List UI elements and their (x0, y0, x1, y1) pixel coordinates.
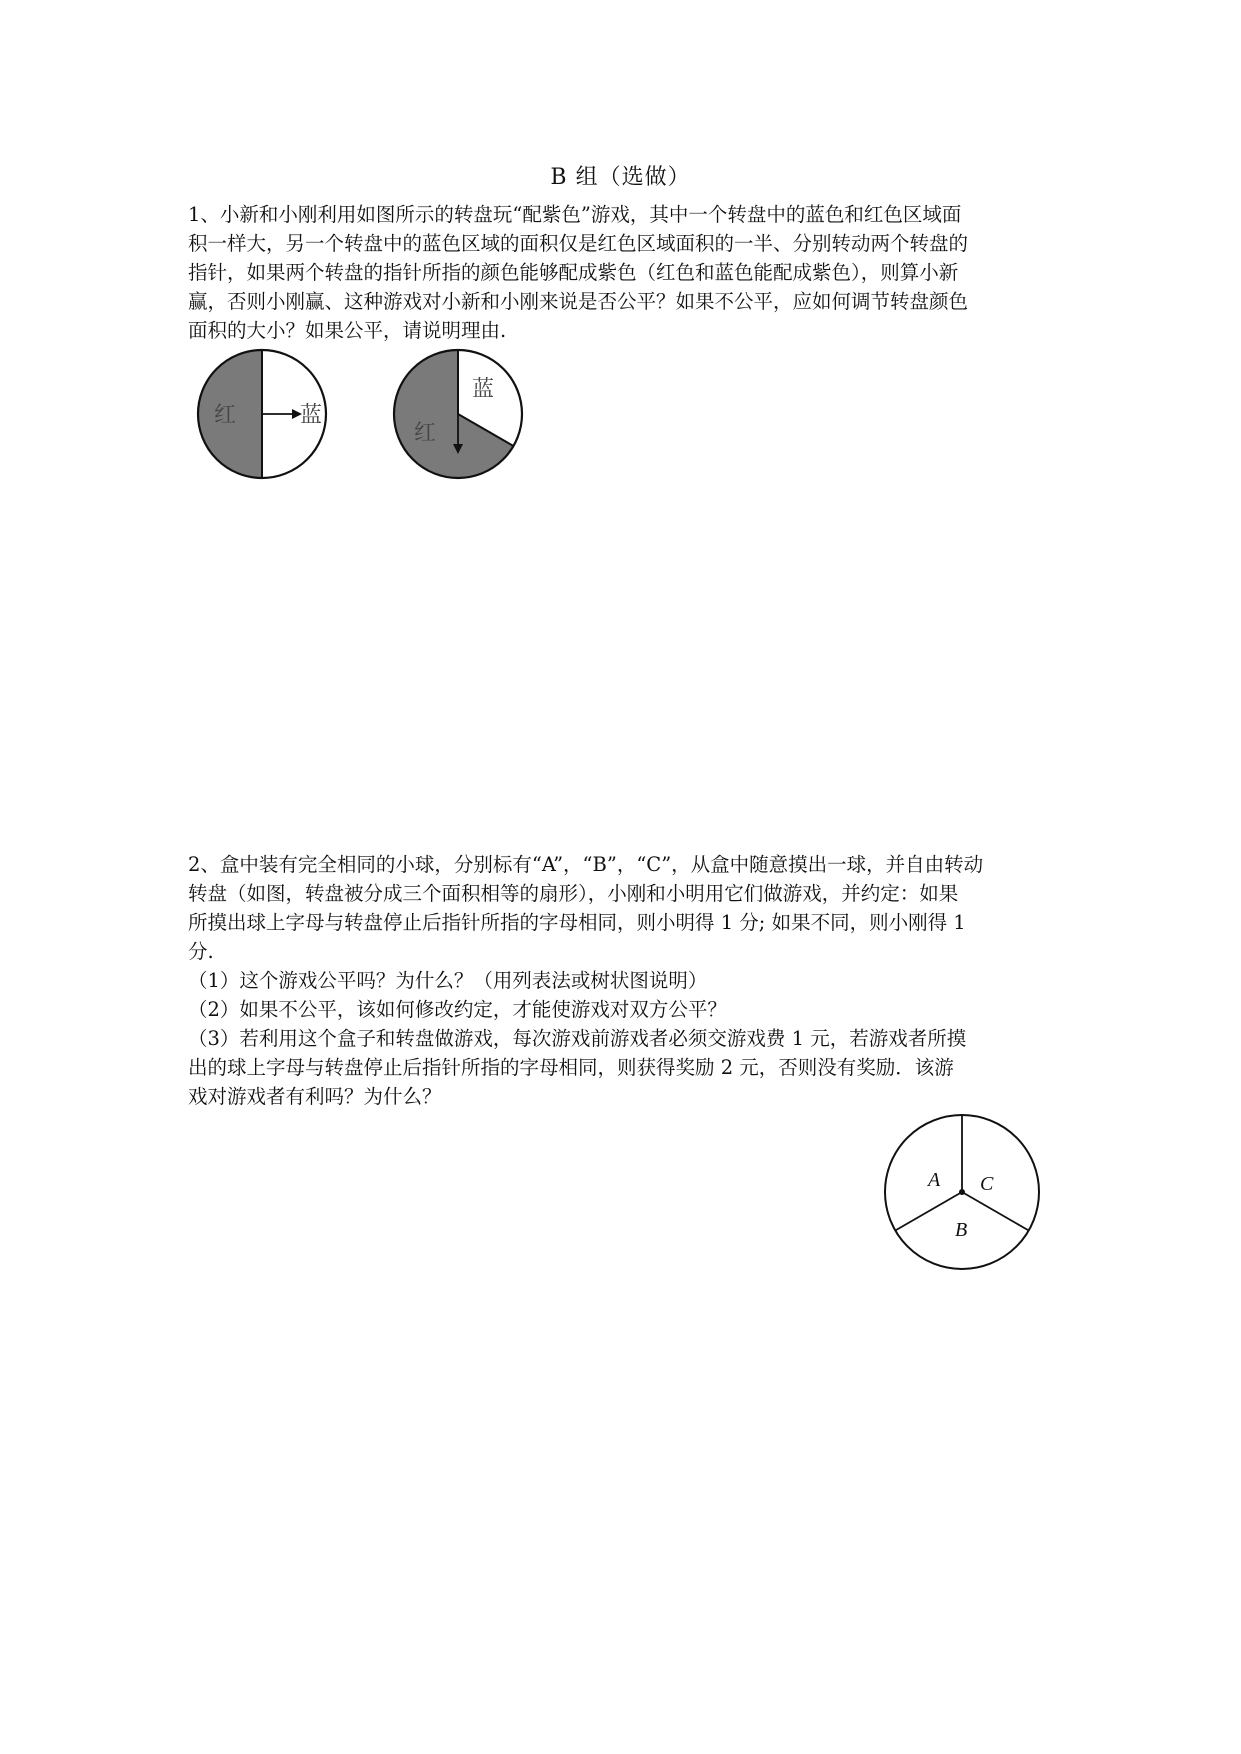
blue-label: 蓝 (300, 403, 323, 428)
question-2-line: 分. (188, 940, 214, 963)
spinner-abc-three-sectors (880, 1110, 1044, 1274)
question-1-line: 指针，如果两个转盘的指针所指的颜色能够配成紫色（红色和蓝色能配成紫色），则算小新 (188, 261, 959, 284)
question-2-line: 转盘（如图，转盘被分成三个面积相等的扇形），小刚和小明用它们做游戏，并约定：如果 (188, 882, 959, 905)
sub-question: 戏对游戏者有利吗？为什么？ (188, 1085, 442, 1108)
sub-question: （1）这个游戏公平吗？为什么？（用列表法或树状图说明） (188, 969, 708, 992)
red-label: 红 (214, 403, 237, 428)
question-1-line: 1、小新和小刚利用如图所示的转盘玩“配紫色”游戏，其中一个转盘中的蓝色和红色区域面 (188, 203, 962, 226)
spinner-two-thirds-red (388, 344, 528, 484)
question-1-line: 面积的大小？如果公平，请说明理由. (188, 319, 507, 342)
spinner-half-red-half-blue (192, 344, 332, 484)
center-dot (959, 1189, 965, 1195)
red-label: 红 (414, 421, 437, 446)
question-2-line: 所摸出球上字母与转盘停止后指针所指的字母相同，则小明得 1 分; 如果不同，则小刚得 1 (188, 911, 966, 934)
sector-label-c: C (980, 1173, 994, 1195)
sector-label-a: A (928, 1169, 941, 1191)
sub-question: 出的球上字母与转盘停止后指针所指的字母相同，则获得奖励 2 元，否则没有奖励．该游 (188, 1056, 954, 1079)
question-2-text (188, 850, 1058, 1111)
blue-label: 蓝 (472, 377, 495, 402)
question-1-line: 赢，否则小刚赢、这种游戏对小新和小刚来说是否公平？如果不公平，应如何调节转盘颜色 (188, 290, 969, 313)
sub-question: （3）若利用这个盒子和转盘做游戏，每次游戏前游戏者必须交游戏费 1 元，若游戏者所摸 (188, 1027, 967, 1050)
sector-label-b: B (955, 1219, 968, 1241)
question-2-line: 2、盒中装有完全相同的小球，分别标有“A”，“B”，“C”，从盒中随意摸出一球，并自由转动 (188, 853, 984, 876)
sub-question: （2）如果不公平，该如何修改约定，才能使游戏对双方公平？ (188, 998, 727, 1021)
section-title: B 组（选做） (550, 165, 691, 190)
question-1-line: 积一样大，另一个转盘中的蓝色区域的面积仅是红色区域面积的一半、分别转动两个转盘的 (188, 232, 969, 255)
question-1-text (188, 200, 1058, 345)
